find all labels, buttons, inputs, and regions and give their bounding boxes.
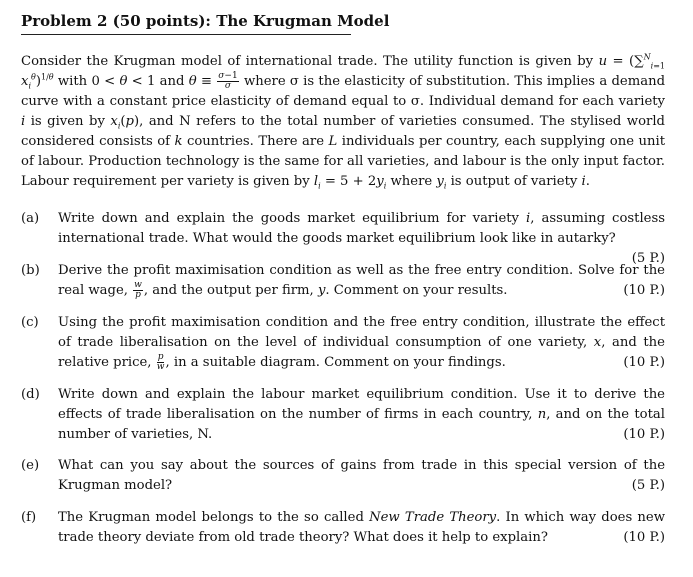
- problem-title: Problem 2 (50 points): The Krugman Model: [21, 12, 390, 30]
- utility-formula: u: [598, 54, 608, 69]
- points-e: (5 P.): [631, 478, 665, 493]
- question-d: (d) Write down and explain the labour market equilibrium condition. Use it to derive the effects of trade liberalisation on the number of firms in each country, n, and on the total number of varieties, N. (10 P.): [21, 385, 665, 445]
- question-b: (b) Derive the profit maximisation condition as well as the free entry condition. Solve for the real wage, $\frac{w}{p}$ , and the output per firm, y. Comment on your results. (10 P.): [21, 263, 665, 300]
- question-c: (c) Using the profit maximisation condition and the free entry condition, illustrate the effect of trade liberalisation on the level of individual consumption of one variety, x, and the relative price, $\frac{p}{w}$ , in a suitable diagram. Comment on your findings. (10 P.): [21, 315, 665, 372]
- points-d: (10 P.): [623, 427, 665, 442]
- points-b: (10 P.): [623, 283, 665, 298]
- points-f: (10 P.): [623, 530, 665, 545]
- points-c: (10 P.): [623, 355, 665, 370]
- title-underline: [21, 34, 351, 35]
- intro-text: Consider the Krugman model of international trade. The utility function is given by: [21, 54, 599, 69]
- points-a: (5 P.): [631, 251, 665, 266]
- theta-fraction: $\frac{\sigma-1}{\sigma}$: [218, 71, 238, 91]
- question-f: (f) The Krugman model belongs to the so called New Trade Theory. In which way does new trade theory deviate from old trade theory? What does it help to explain? (10 P.): [21, 508, 665, 548]
- intro-paragraph: Consider the Krugman model of international trade. The utility function is given by u = (∑$^N_{i=1}$ $x_i^\theta)^{1/\theta}$ with 0 < θ < 1 and θ ≡ $\frac{\sigma-1}{\sigma}$ where σ is the elasticity of substitution. This implies a demand curve with a constant price elasticity of demand equal to σ. Individual demand for each variety i is given by $x_i(p)$, and N refers to the total number of varieties consumed. The stylised world considered consists of k countries. There are L individuals per country, each supplying one unit of labour. Production technology is the same for all varieties, and labour is the only input factor. Labour requirement per variety is given by $l_i = 5 + 2y_i$ where $y_i$ is output of variety i.: [21, 52, 666, 191]
- question-a: (a) Write down and explain the goods market equilibrium for variety i, assuming costless international trade. What would the goods market equilibrium look like in autarky? (5 P.): [21, 209, 665, 269]
- question-e: (e) What can you say about the sources of gains from trade in this special version of the Krugman model? (5 P.): [21, 456, 665, 496]
